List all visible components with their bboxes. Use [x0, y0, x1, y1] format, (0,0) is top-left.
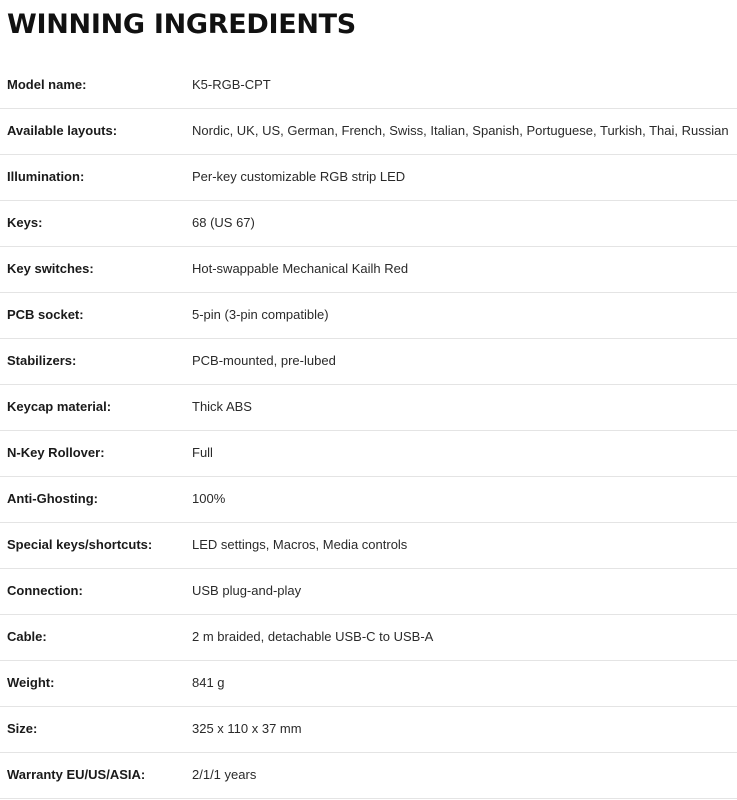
- spec-row-available-layouts: [0, 109, 737, 155]
- spec-label: Cable:: [7, 629, 47, 644]
- spec-row-weight: [0, 661, 737, 707]
- spec-label: Stabilizers:: [7, 353, 77, 368]
- spec-row-cable: [0, 615, 737, 661]
- spec-value: Nordic, UK, US, German, French, Swiss, Italian, Spanish, Portuguese, Turkish, Thai, Russian: [192, 123, 729, 138]
- spec-label: Model name:: [7, 77, 87, 92]
- spec-label: Special keys/shortcuts:: [7, 537, 153, 552]
- spec-value: 2/1/1 years: [192, 767, 257, 782]
- spec-label: PCB socket:: [7, 307, 84, 322]
- spec-label: N-Key Rollover:: [7, 445, 105, 460]
- spec-label: Keys:: [7, 215, 43, 230]
- spec-label: Illumination:: [7, 169, 85, 184]
- spec-row-pcb-socket: [0, 293, 737, 339]
- spec-row-connection: [0, 569, 737, 615]
- spec-row-n-key-rollover: [0, 431, 737, 477]
- spec-row-keys: [0, 201, 737, 247]
- spec-row-special-keys: [0, 523, 737, 569]
- spec-label: Available layouts:: [7, 123, 118, 138]
- spec-label: Size:: [7, 721, 38, 736]
- spec-label: Connection:: [7, 583, 83, 598]
- spec-label: Warranty EU/US/ASIA:: [7, 767, 146, 782]
- spec-row-model-name: [0, 63, 737, 109]
- spec-value: K5-RGB-CPT: [192, 77, 271, 92]
- spec-value: 5-pin (3-pin compatible): [192, 307, 329, 322]
- spec-label: Key switches:: [7, 261, 94, 276]
- spec-label: Weight:: [7, 675, 55, 690]
- spec-value: Per-key customizable RGB strip LED: [192, 169, 406, 184]
- spec-row-key-switches: [0, 247, 737, 293]
- spec-row-illumination: [0, 155, 737, 201]
- spec-value: PCB-mounted, pre-lubed: [192, 353, 336, 368]
- spec-value: 841 g: [192, 675, 225, 690]
- spec-value: 2 m braided, detachable USB-C to USB-A: [192, 629, 434, 644]
- spec-row-warranty: [0, 753, 737, 799]
- spec-value: Full: [192, 445, 213, 460]
- spec-value: 68 (US 67): [192, 215, 255, 230]
- spec-value: Thick ABS: [192, 399, 252, 414]
- spec-value: 325 x 110 x 37 mm: [192, 721, 302, 736]
- spec-row-keycap-material: [0, 385, 737, 431]
- spec-value: LED settings, Macros, Media controls: [192, 537, 408, 552]
- spec-row-stabilizers: [0, 339, 737, 385]
- spec-row-anti-ghosting: [0, 477, 737, 523]
- spec-label: Keycap material:: [7, 399, 112, 414]
- spec-table: [0, 63, 737, 799]
- spec-value: USB plug-and-play: [192, 583, 302, 598]
- spec-value: 100%: [192, 491, 226, 506]
- spec-value: Hot-swappable Mechanical Kailh Red: [192, 261, 409, 276]
- page-title: WINNING INGREDIENTS: [7, 9, 356, 40]
- spec-row-size: [0, 707, 737, 753]
- spec-label: Anti-Ghosting:: [7, 491, 98, 506]
